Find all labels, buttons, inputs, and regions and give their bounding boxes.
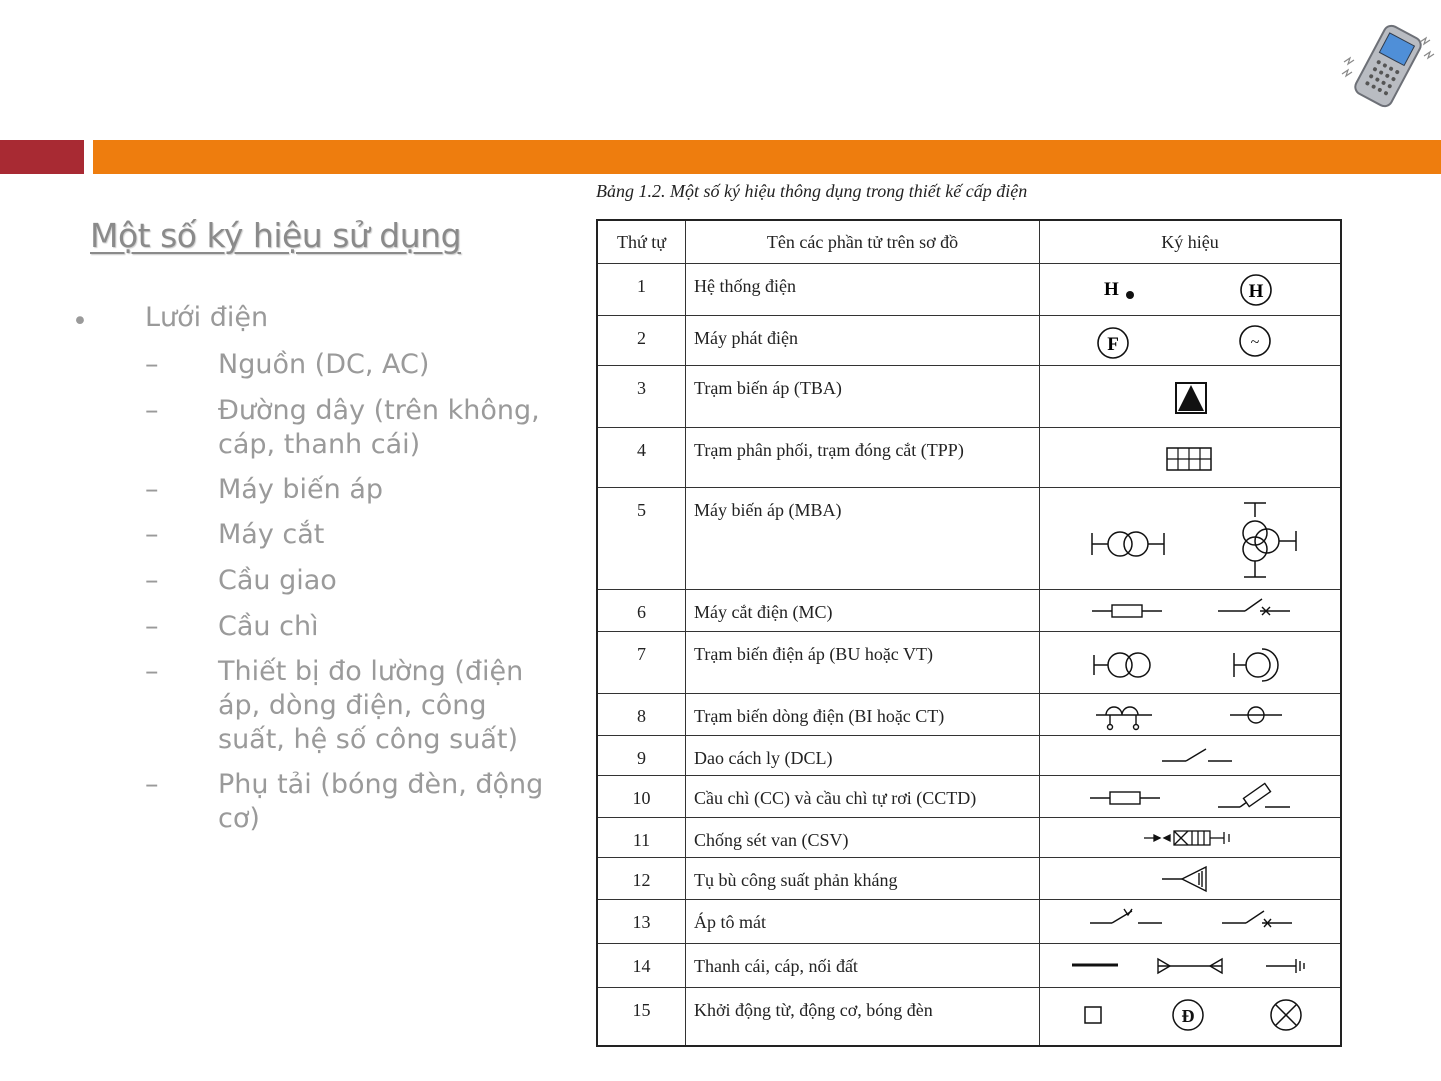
sub-item-text: Cầu giao [218,565,337,596]
table-row [597,590,1341,632]
row-number: 2 [597,316,686,366]
substation-symbol [1040,367,1340,427]
row-symbol [1040,818,1342,858]
row-name: Chống sét van (CSV) [686,818,1040,858]
bullet-marker: • [72,306,88,337]
sub-dash: – [145,565,159,596]
row-number: 9 [597,736,686,776]
header-order: Thứ tự [597,220,686,264]
header-name: Tên các phần tử trên sơ đồ [686,220,1040,264]
distribution-station-symbol [1040,429,1340,487]
table-row [597,776,1341,818]
row-name: Trạm biến điện áp (BU hoặc VT) [686,632,1040,694]
table-row [597,632,1341,694]
row-name: Máy cắt điện (MC) [686,590,1040,632]
row-name: Áp tô mát [686,900,1040,944]
sub-item-text: Máy biến áp [218,474,384,505]
table-row [597,944,1341,988]
sub-dash: – [145,656,159,687]
row-number: 6 [597,590,686,632]
row-name: Thanh cái, cáp, nối đất [686,944,1040,988]
row-name: Hệ thống điện [686,264,1040,316]
row-name: Cầu chì (CC) và cầu chì tự rơi (CCTD) [686,776,1040,818]
sub-item-text: Phụ tải (bóng đèn, động cơ) [218,769,544,834]
power-system-h-letter: H [1104,278,1119,300]
table-row [597,818,1341,858]
row-number: 8 [597,694,686,736]
table-row [597,988,1341,1046]
row-number: 15 [597,988,686,1046]
generator-f-letter: F [1107,333,1119,355]
row-number: 4 [597,428,686,488]
row-name: Tụ bù công suất phản kháng [686,858,1040,900]
sub-item-text: Máy cắt [218,519,325,550]
table-caption: Bảng 1.2. Một số ký hiệu thông dụng trong thiết kế cấp điện [596,181,1028,201]
power-system-h-circled: H [1248,280,1264,302]
row-name: Máy phát điện [686,316,1040,366]
sub-dash: – [145,395,159,426]
row-symbol [1040,316,1342,366]
row-number: 5 [597,488,686,590]
sub-dash: – [145,349,159,380]
sub-dash: – [145,474,159,505]
sub-dash: – [145,519,159,550]
starter-motor-lamp-symbol [1040,988,1340,1044]
sub-item-text: Đường dây (trên không, cáp, thanh cái) [218,395,540,460]
row-symbol [1040,858,1342,900]
table-row [597,694,1341,736]
row-symbol [1040,488,1342,590]
generator-ac-symbol: ~ [1250,333,1260,351]
motor-d-letter: Đ [1181,1006,1195,1027]
row-symbol [1040,988,1342,1046]
row-name: Trạm biến áp (TBA) [686,366,1040,428]
sub-dash: – [145,611,159,642]
row-number: 14 [597,944,686,988]
row-number: 10 [597,776,686,818]
row-symbol [1040,632,1342,694]
fuse-symbol [1040,777,1340,817]
symbol-table [596,219,1342,1047]
row-name: Máy biến áp (MBA) [686,488,1040,590]
surge-arrester-symbol [1040,819,1340,857]
row-number: 12 [597,858,686,900]
main-bullet-text: Lưới điện [145,302,269,333]
voltage-transformer-symbol [1040,633,1340,693]
disconnector-symbol [1040,737,1340,775]
transformer-symbol [1040,489,1340,589]
row-number: 7 [597,632,686,694]
busbar-cable-ground-symbol [1040,945,1340,987]
row-name: Khởi động từ, động cơ, bóng đèn [686,988,1040,1046]
row-number: 3 [597,366,686,428]
row-name: Trạm phân phối, trạm đóng cắt (TPP) [686,428,1040,488]
table-row [597,900,1341,944]
table-row [597,316,1341,366]
row-number: 11 [597,818,686,858]
row-name: Dao cách ly (DCL) [686,736,1040,776]
header-symbol: Ký hiệu [1040,220,1342,264]
row-symbol [1040,366,1342,428]
table-row [597,264,1341,316]
row-name: Trạm biến dòng điện (BI hoặc CT) [686,694,1040,736]
sub-dash: – [145,769,159,800]
row-number: 13 [597,900,686,944]
header-bar-orange [93,140,1441,174]
table-row [597,736,1341,776]
generator-symbol [1040,317,1340,365]
table-row [597,858,1341,900]
table-row [597,488,1341,590]
automatic-breaker-symbol [1040,901,1340,943]
row-symbol [1040,694,1342,736]
row-symbol [1040,736,1342,776]
row-symbol [1040,944,1342,988]
table-row [597,428,1341,488]
header-bar-red [0,140,84,174]
sub-item-text: Thiết bị đo lường (điện áp, dòng điện, công suất, hệ số công suất) [218,656,524,755]
mobile-phone-icon [1338,22,1438,110]
row-symbol [1040,900,1342,944]
slide-heading: Một số ký hiệu sử dụng [90,216,462,255]
circuit-breaker-symbol [1040,591,1340,631]
capacitor-bank-symbol [1040,859,1340,899]
table-header-row [597,220,1341,264]
power-system-symbol [1040,265,1340,315]
sub-item-text: Cầu chì [218,611,319,642]
row-symbol [1040,590,1342,632]
row-symbol [1040,264,1342,316]
row-symbol [1040,776,1342,818]
current-transformer-symbol [1040,695,1340,735]
row-number: 1 [597,264,686,316]
row-symbol [1040,428,1342,488]
table-row [597,366,1341,428]
sub-item-text: Nguồn (DC, AC) [218,349,430,380]
